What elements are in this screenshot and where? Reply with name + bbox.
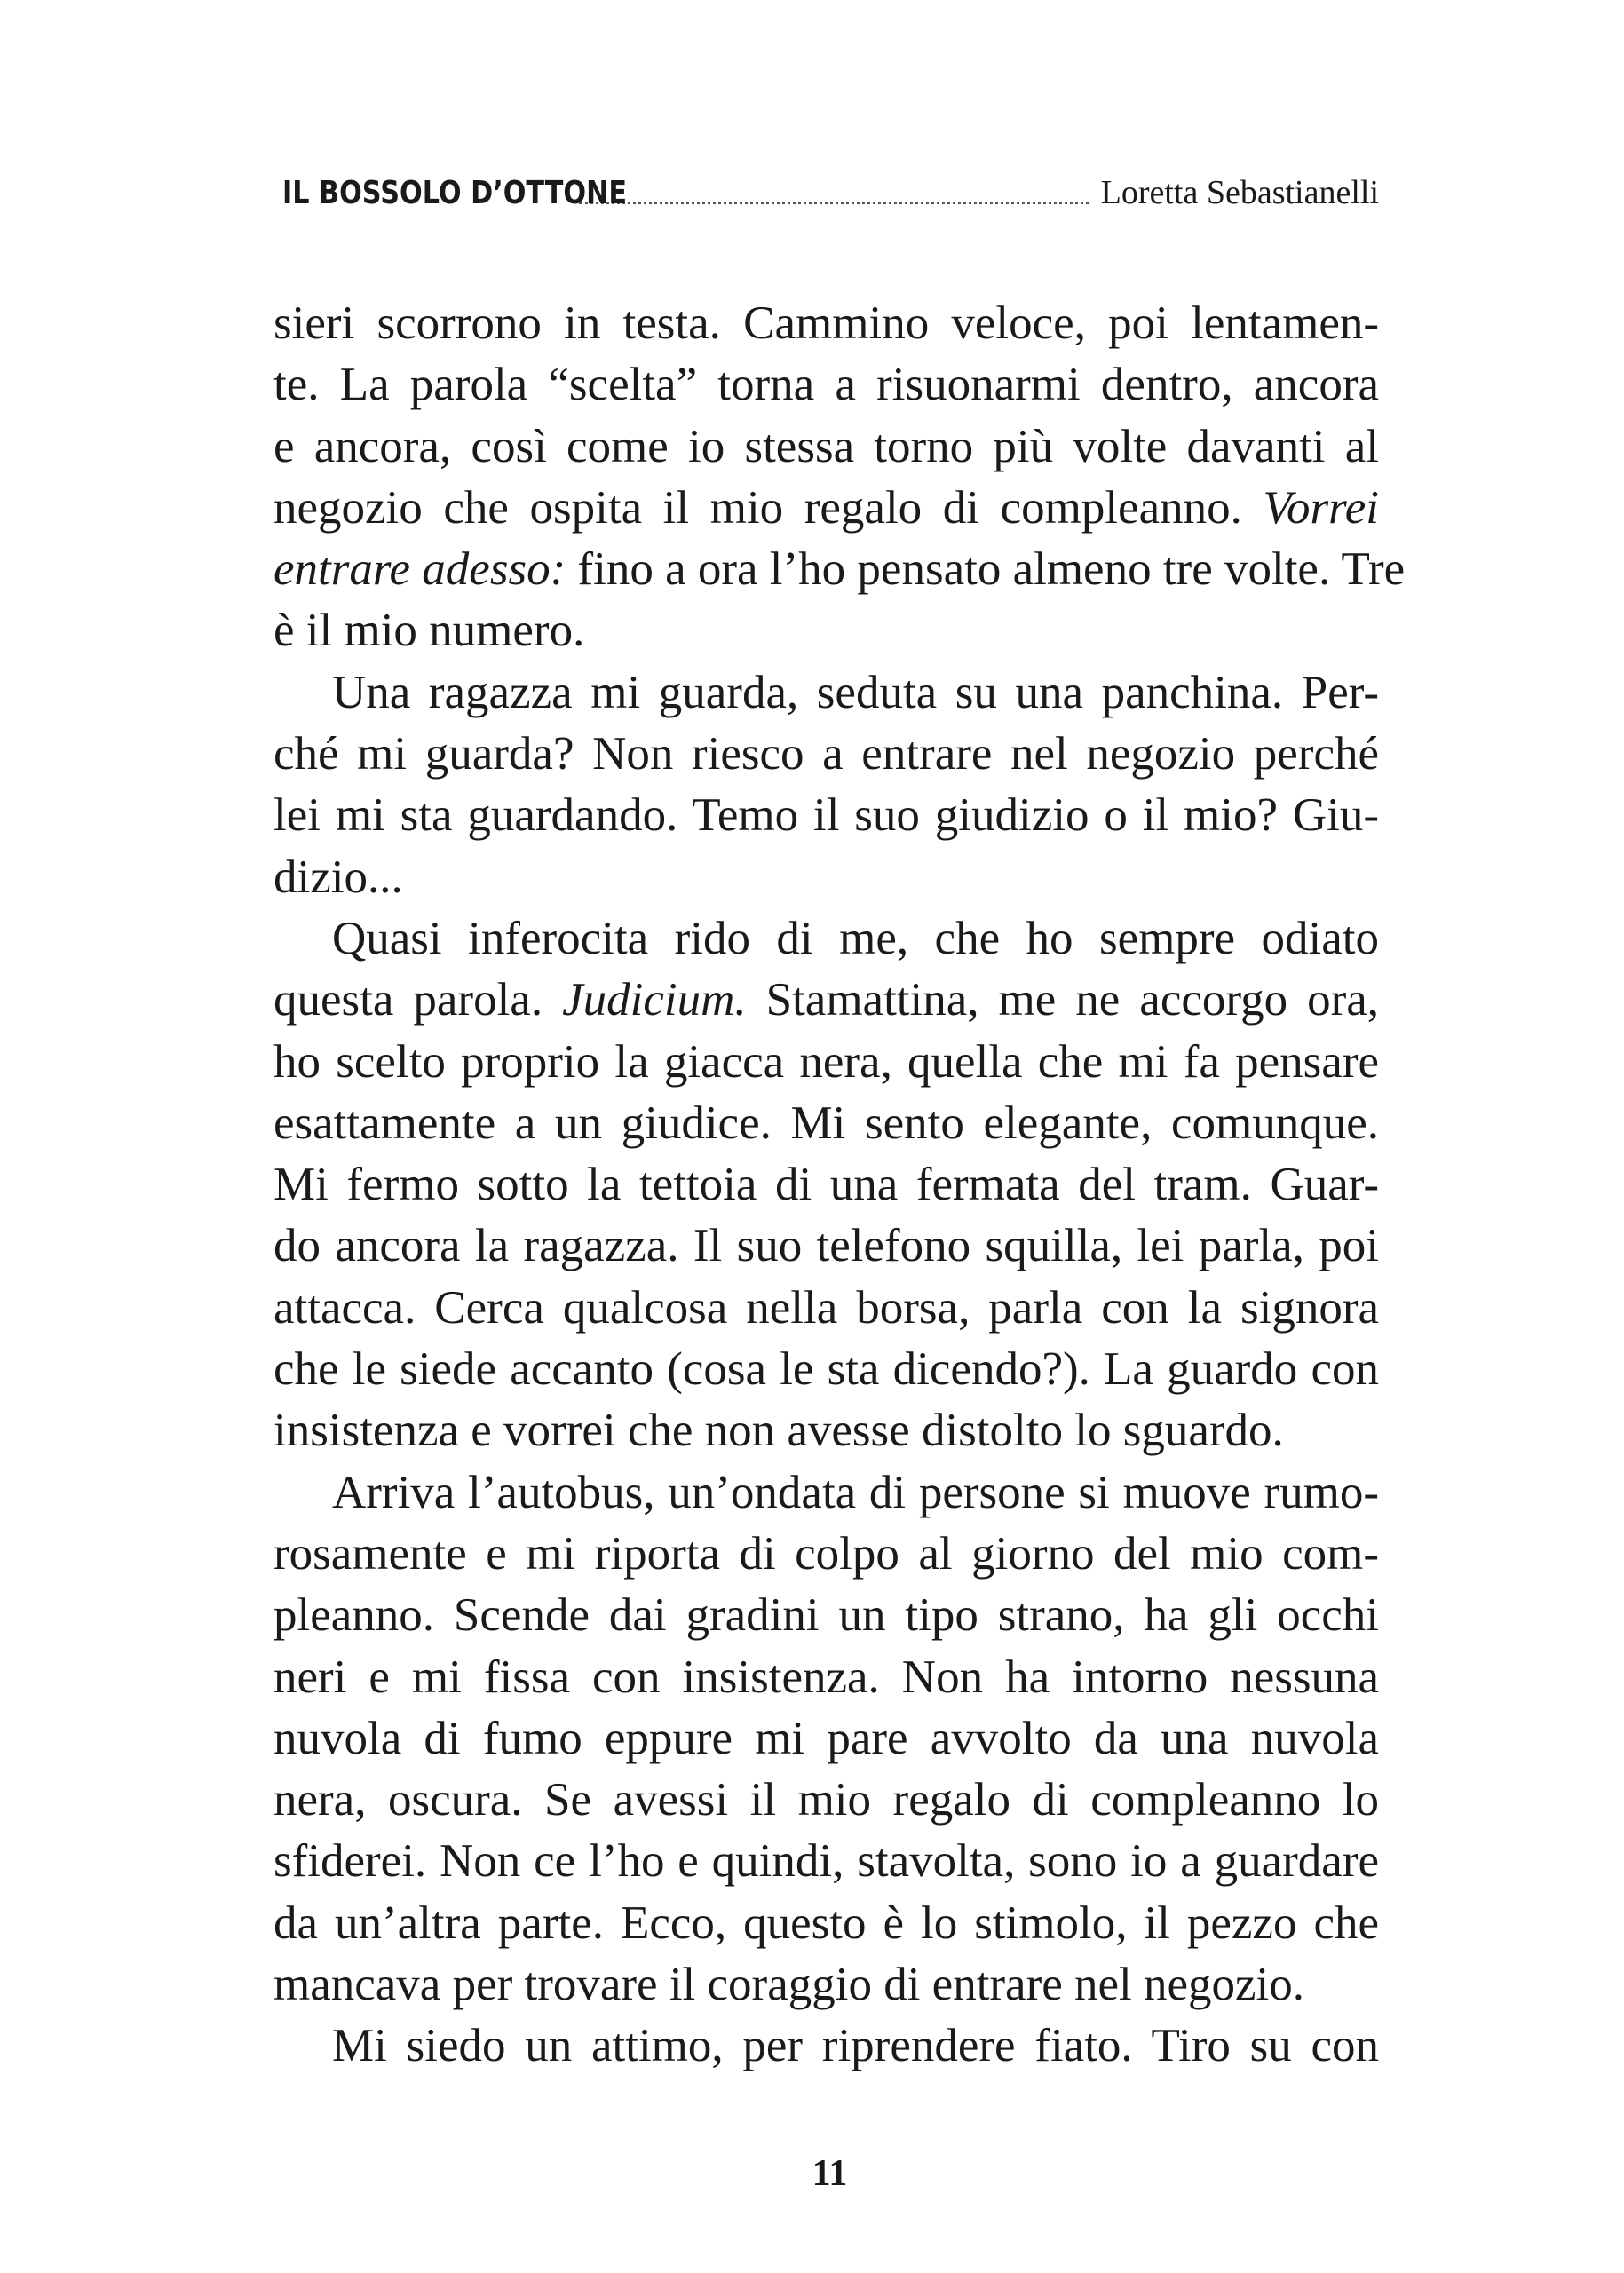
text-line [273, 293, 1379, 354]
text-line [273, 724, 1379, 785]
page-number: 11 [812, 2153, 848, 2194]
author-name: Loretta Sebastianelli [1100, 174, 1379, 211]
line-text: insistenza e vorrei che non avesse distolto lo sguardo. [273, 1405, 1284, 1457]
text-line [273, 662, 1379, 724]
text-line [273, 416, 1379, 478]
line-text: Stamattina, me ne accorgo ora, [765, 974, 1379, 1026]
line-text: e ancora, così come io stessa torno più volte davanti al [273, 420, 1379, 472]
book-title: IL BOSSOLO D’OTTONE [282, 175, 628, 211]
text-line [273, 539, 1406, 600]
line-text: mancava per trovare il coraggio di entrare nel negozio. [273, 1959, 1305, 2011]
dotted-leader [579, 201, 1089, 204]
line-text: Mi siedo un attimo, per riprendere fiato. Tiro su con [332, 2020, 1379, 2072]
line-text: Mi fermo sotto la tettoia di una fermata del tram. Guar- [273, 1159, 1379, 1211]
line-text: negozio che ospita il mio regalo di compleanno. [273, 481, 1242, 534]
text-line [273, 1708, 1379, 1770]
text-line [273, 1893, 1379, 1954]
text-line [273, 1216, 1379, 1277]
line-text: ho scelto proprio la giacca nera, quella che mi fa pensare [273, 1035, 1379, 1088]
text-line [273, 1278, 1379, 1339]
text-line [273, 1400, 1379, 1461]
text-line [273, 908, 1379, 970]
text-line [273, 1093, 1379, 1154]
italic-text: Judicium. [562, 974, 747, 1026]
text-line [273, 1585, 1379, 1646]
text-line [273, 478, 1379, 539]
line-text: fino a ora l’ho pensato almeno tre volte. Tre [577, 543, 1406, 596]
line-text: attacca. Cerca qualcosa nella borsa, parla con la signora [273, 1281, 1379, 1334]
line-text: te. La parola “scelta” torna a risuonarmi dentro, ancora [273, 359, 1379, 411]
line-text: neri e mi fissa con insistenza. Non ha intorno nessuna [273, 1651, 1379, 1703]
line-text: nuvola di fumo eppure mi pare avvolto da una nuvola [273, 1712, 1379, 1764]
line-text: questa parola. [273, 974, 543, 1026]
text-line [273, 1831, 1379, 1892]
text-line [273, 1770, 1379, 1831]
line-text: che le siede accanto (cosa le sta dicendo?). La guardo con [273, 1343, 1379, 1396]
text-line [273, 1462, 1379, 1524]
text-line [273, 1647, 1379, 1708]
text-line [273, 1154, 1379, 1216]
text-line [273, 970, 1379, 1031]
line-text: do ancora la ragazza. Il suo telefono squilla, lei parla, poi [273, 1220, 1379, 1272]
line-text: dizio... [273, 851, 403, 903]
line-text: da un’altra parte. Ecco, questo è lo stimolo, il pezzo che [273, 1897, 1379, 1949]
text-line [273, 1524, 1379, 1585]
line-text: rosamente e mi riporta di colpo al giorno del mio com- [273, 1527, 1379, 1580]
line-text: Arriva l’autobus, un’ondata di persone si muove rumo- [332, 1466, 1379, 1518]
body-text [273, 293, 1406, 2078]
text-line [273, 600, 1379, 661]
text-line [273, 1339, 1379, 1400]
line-text: pleanno. Scende dai gradini un tipo strano, ha gli occhi [273, 1589, 1379, 1642]
line-text: lei mi sta guardando. Temo il suo giudizio o il mio? Giu- [273, 789, 1379, 842]
text-line [273, 847, 1379, 908]
text-line [273, 354, 1379, 416]
text-line [273, 785, 1379, 846]
text-line [273, 1032, 1379, 1093]
line-text: nera, oscura. Se avessi il mio regalo di compleanno lo [273, 1774, 1379, 1826]
line-text: sfiderei. Non ce l’ho e quindi, stavolta, sono io a guardare [273, 1835, 1379, 1888]
italic-text: Vorrei [1263, 481, 1379, 534]
line-text: ché mi guarda? Non riesco a entrare nel negozio perché [273, 728, 1379, 780]
line-text: Quasi inferocita rido di me, che ho sempre odiato [332, 912, 1379, 964]
line-text: è il mio numero. [273, 605, 585, 657]
line-text: sieri scorrono in testa. Cammino veloce, poi lentamen- [273, 297, 1379, 349]
line-text: Una ragazza mi guarda, seduta su una panchina. Per- [332, 666, 1379, 718]
text-line [273, 2016, 1379, 2077]
running-head [282, 156, 1379, 210]
italic-text: entrare adesso: [273, 543, 566, 596]
line-text: esattamente a un giudice. Mi sento elegante, comunque. [273, 1097, 1379, 1149]
text-line [273, 1954, 1379, 2016]
